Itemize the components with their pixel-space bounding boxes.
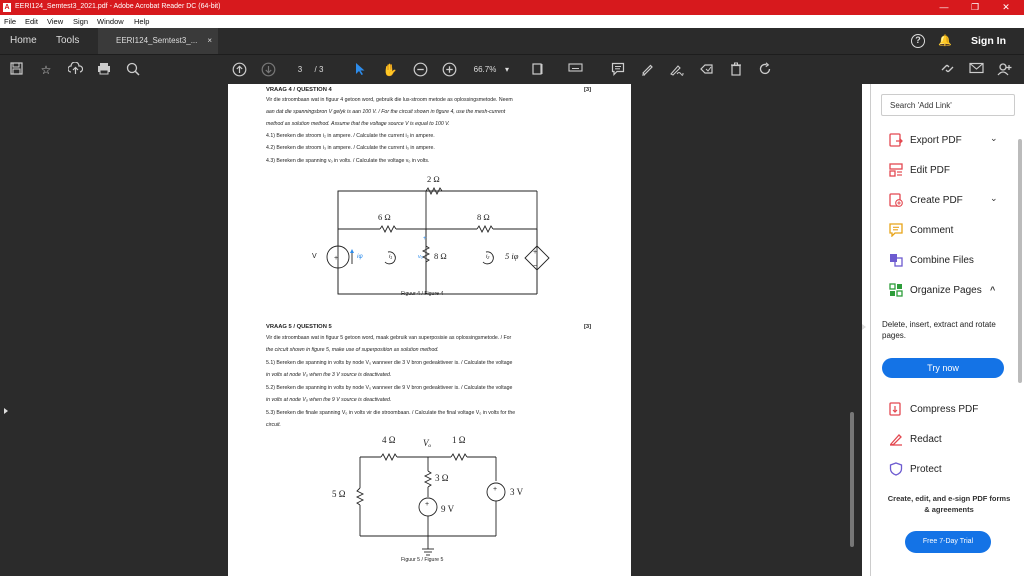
q4-title: VRAAG 4 / QUESTION 4 [266, 87, 332, 93]
fig4-r-left: 6 Ω [378, 212, 391, 222]
fig4-caption: Figuur 4 / Figure 4 [401, 291, 444, 297]
fill-sign-icon[interactable] [697, 61, 715, 79]
q5-line: 5.1) Bereken die spanning in volts by node V₀ wanneer die 3 V bron gedeaktiveer is. / Calculate the voltage [266, 360, 513, 366]
svg-text:+: + [533, 249, 538, 256]
help-icon[interactable]: ? [911, 34, 925, 48]
fig5-source-3v: 3 V [510, 487, 524, 497]
fit-page-icon[interactable] [529, 61, 547, 79]
q5-line: Vir die stroombaan wat in figuur 5 getoon word, maak gebruik van superposisie as oplossingsmetode. / For [266, 335, 512, 341]
menu-sign[interactable]: Sign [73, 17, 89, 26]
tool-label: Edit PDF [910, 165, 951, 176]
tool-label: Compress PDF [910, 404, 979, 415]
minimize-button[interactable]: — [939, 2, 949, 12]
fig4-r-mid: 8 Ω [434, 251, 447, 261]
export-pdf-icon [889, 133, 903, 147]
fig4-i1: i₁ [389, 254, 392, 260]
zoom-in-icon[interactable] [440, 61, 458, 79]
page-total: / 3 [314, 65, 324, 74]
fig5-r3: 3 Ω [435, 473, 449, 483]
q5-title: VRAAG 5 / QUESTION 5 [266, 324, 332, 330]
upload-cloud-icon[interactable] [66, 61, 84, 79]
comment-icon [889, 223, 903, 237]
q5-line: in volts at node V₀ when the 9 V source is deactivated. [266, 397, 392, 403]
tool-label: Create PDF [910, 195, 963, 206]
window-title: EERI124_Semtest3_2021.pdf - Adobe Acrobat Reader DC (64-bit) [15, 3, 221, 10]
q5-line: circuit. [266, 422, 281, 428]
save-icon[interactable] [8, 61, 24, 79]
q5-line: in volts at node V₀ when the 3 V source is deactivated. [266, 372, 392, 378]
previous-page-icon[interactable] [230, 61, 248, 79]
tool-label: Organize Pages [910, 285, 982, 296]
organize-pages-description: Delete, insert, extract and rotate pages. [882, 320, 996, 341]
edit-pdf-icon [889, 163, 903, 177]
figure-4-circuit [228, 84, 631, 314]
bookmark-star-icon[interactable]: ☆ [40, 63, 52, 77]
q4-line: 4.1) Bereken die stroom i₂ in ampere. / Calculate the current i₂ in ampere. [266, 133, 435, 139]
organize-pages-collapse-icon[interactable]: ^ [990, 285, 996, 295]
free-trial-button[interactable]: Free 7-Day Trial [905, 531, 991, 553]
q4-line: 4.3) Bereken die spanning vₒ in volts. / Calculate the voltage vₒ in volts. [266, 158, 430, 164]
restore-button[interactable]: ❐ [970, 2, 980, 12]
q4-line: aan dat die spanningsbron V gelyk is aan 100 V. / For the circuit shown in figure 4, use the mesh-current [266, 109, 506, 115]
menu-file[interactable]: File [4, 17, 17, 26]
zoom-out-icon[interactable] [411, 61, 429, 79]
left-panel-collapsed [0, 84, 12, 576]
close-button[interactable]: ✕ [1002, 2, 1010, 12]
highlight-pen-icon[interactable] [638, 61, 656, 79]
fig5-source-9v: 9 V [441, 504, 455, 514]
try-now-button[interactable]: Try now [882, 358, 1004, 378]
fig4-i-phi: iφ [357, 253, 363, 260]
hand-tool-icon[interactable]: ✋ [382, 63, 398, 77]
svg-text:+: + [334, 255, 339, 262]
share-user-icon[interactable] [995, 61, 1013, 79]
q5-line: 5.3) Bereken die finale spanning V₀ in volts vir die stroombaan. / Calculate the final voltage V₀ in volts for the [266, 410, 516, 416]
main-toolbar [0, 54, 1024, 84]
q5-marks: [3] [584, 324, 592, 330]
notifications-bell-icon[interactable]: 🔔 [938, 35, 952, 47]
svg-text:+: + [423, 236, 427, 242]
fig4-r-right: 8 Ω [477, 212, 490, 222]
pdf-page [228, 84, 631, 576]
attach-link-icon[interactable] [938, 61, 956, 79]
tools-pane [870, 84, 1024, 576]
expand-left-panel-icon[interactable] [4, 408, 8, 414]
comment-tool-icon[interactable] [609, 61, 627, 79]
acrobat-icon: A [4, 4, 10, 11]
tab-bar [0, 28, 1024, 54]
q4-line: method as solution method. Assume that the voltage source V is equal to 100 V. [266, 121, 450, 127]
email-icon[interactable] [967, 61, 985, 79]
fig4-r-top: 2 Ω [427, 174, 440, 184]
print-icon[interactable] [95, 61, 113, 79]
fig5-r2: 1 Ω [452, 435, 466, 445]
tool-label: Combine Files [910, 255, 974, 266]
export-pdf-chevron-icon[interactable]: ⌄ [990, 133, 998, 143]
tool-label: Redact [910, 434, 942, 445]
delete-trash-icon[interactable] [727, 61, 745, 79]
q5-line: the circuit shown in figure 5, make use of superposition as solution method. [266, 347, 439, 353]
q4-line: Vir die stroombaan wat in figuur 4 getoon word, gebruik die lus-stroom metode as oplossingsmetode. Neem [266, 97, 513, 103]
promo-text: Create, edit, and e-sign PDF forms & agreements [887, 494, 1011, 514]
select-cursor-icon[interactable] [352, 61, 368, 79]
tab-home[interactable]: Home [10, 35, 37, 46]
search-zoom-icon[interactable] [124, 61, 142, 79]
menu-bar [0, 15, 1024, 28]
organize-pages-icon [889, 283, 903, 297]
compress-pdf-icon [889, 402, 903, 416]
q4-line: 4.2) Bereken die stroom i₃ in ampere. / Calculate the current i₃ in ampere. [266, 145, 435, 151]
tool-label: Protect [910, 464, 942, 475]
page-number-input[interactable]: 3 [297, 65, 303, 74]
sign-in-button[interactable]: Sign In [971, 35, 1006, 47]
create-pdf-icon [889, 193, 903, 207]
collapse-right-panel-icon[interactable] [862, 324, 866, 330]
next-page-icon[interactable] [259, 61, 277, 79]
svg-text:−: − [533, 263, 538, 270]
menu-window[interactable]: Window [97, 17, 124, 26]
tab-tools[interactable]: Tools [56, 35, 80, 46]
zoom-dropdown-chevron-icon[interactable]: ▾ [504, 65, 509, 74]
create-pdf-chevron-icon[interactable]: ⌄ [990, 193, 998, 203]
fig5-r4: 5 Ω [332, 489, 346, 499]
menu-edit[interactable]: Edit [25, 17, 38, 26]
tools-pane-scrollbar[interactable] [1018, 139, 1022, 383]
keyboard-icon[interactable] [566, 61, 584, 79]
tool-label: Export PDF [910, 135, 962, 146]
tab-document[interactable] [98, 28, 218, 54]
redact-icon [889, 432, 903, 446]
q5-line: 5.2) Bereken die spanning in volts by node V₀ wanneer die 9 V bron gedeaktiveer is. / Calculate the voltage [266, 385, 513, 391]
title-bar [0, 0, 1024, 15]
fig4-source-v: V [312, 253, 317, 260]
protect-icon [889, 462, 903, 476]
q4-marks: [3] [584, 87, 592, 93]
zoom-level-field[interactable]: 66.7% [473, 65, 497, 74]
fig4-vo: vₒ [418, 254, 423, 260]
menu-view[interactable]: View [47, 17, 64, 26]
menu-help[interactable]: Help [134, 17, 150, 26]
tools-search-input[interactable]: Search 'Add Link' [881, 94, 1015, 116]
fig4-i2: i₂ [486, 254, 490, 260]
fig4-dependent-source: 5 iφ [505, 251, 519, 261]
fig5-r1: 4 Ω [382, 435, 396, 445]
rotate-icon[interactable] [756, 61, 774, 79]
tab-close-icon[interactable]: × [207, 36, 212, 45]
svg-text:+: + [425, 501, 430, 508]
draw-sign-icon[interactable] [667, 61, 685, 79]
tab-document-label: EERI124_Semtest3_... [116, 36, 198, 45]
svg-text:+: + [493, 486, 498, 493]
document-scrollbar[interactable] [850, 412, 854, 547]
combine-files-icon [889, 253, 903, 267]
fig5-vo: Vₒ [423, 438, 432, 448]
tool-label: Comment [910, 225, 954, 236]
fig5-caption: Figuur 5 / Figure 5 [401, 557, 444, 563]
